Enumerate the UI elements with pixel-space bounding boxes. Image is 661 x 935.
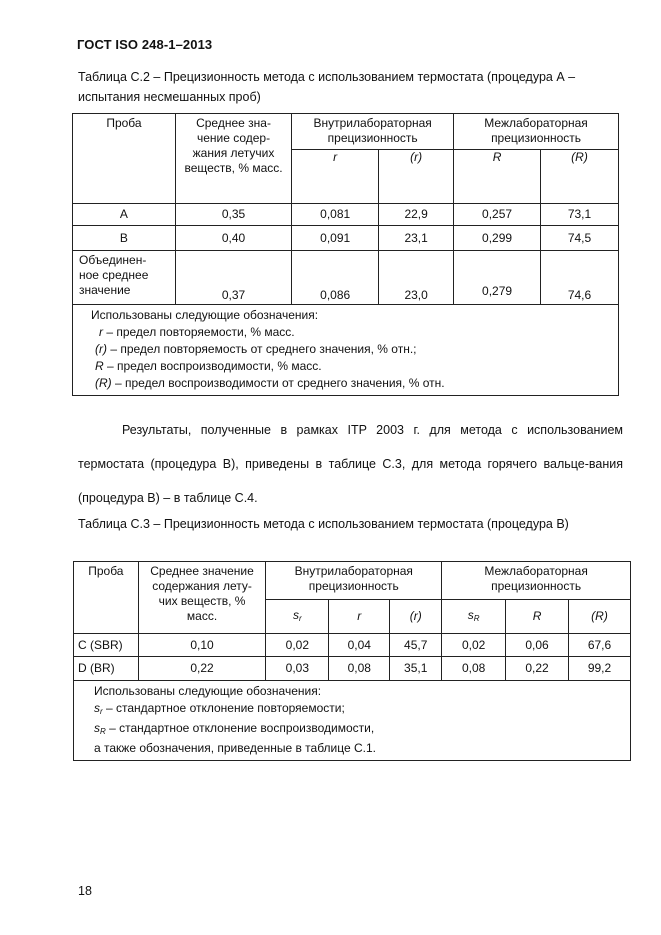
page-number: 18 bbox=[78, 884, 92, 898]
cell-mean: 0,35 bbox=[175, 204, 291, 226]
cell-sample: C (SBR) bbox=[74, 634, 139, 657]
col-header-R-rel: (R) bbox=[569, 600, 631, 634]
cell-sample: B bbox=[73, 226, 176, 251]
col-header-inter: Межлабораторная прецизионность bbox=[442, 562, 631, 600]
table-notes-row bbox=[74, 681, 631, 761]
col-header-r-rel: (r) bbox=[379, 150, 454, 204]
table-c3-caption: Таблица С.3 – Прецизионность метода с использованием термостата (процедура B) bbox=[78, 517, 569, 531]
cell-r-rel: 23,1 bbox=[379, 226, 454, 251]
cell-R: 0,299 bbox=[454, 226, 541, 251]
col-header-intra: Внутрилабораторная прецизионность bbox=[292, 114, 454, 150]
note-item: $s_r$ – стандартное отклонение повторяемости; bbox=[94, 701, 345, 716]
cell-r: 0,08 bbox=[329, 657, 390, 681]
table-c2 bbox=[72, 113, 619, 396]
table-notes bbox=[74, 681, 631, 761]
body-paragraph: Результаты, полученные в рамках ITP 2003 г. для метода с использованием термостата (процедура B), приведены в таблице С.3, для метода горячего вальце-вания (процедура B) – в таблице С.4. bbox=[78, 423, 623, 505]
col-header-sample: Проба bbox=[74, 562, 139, 634]
table-c2-caption: Таблица С.2 – Прецизионность метода с использованием термостата (процедура А – испытания несмешанных проб) bbox=[78, 70, 576, 104]
col-header-mean: Среднее значение содержания лету-чих веществ, % масс. bbox=[138, 562, 266, 634]
cell-sR: 0,08 bbox=[442, 657, 506, 681]
cell-sample: Объединен-ное среднее значение bbox=[73, 251, 176, 305]
cell-sample: A bbox=[73, 204, 176, 226]
col-header-sample: Проба bbox=[73, 114, 176, 204]
cell-mean: 0,37 bbox=[175, 251, 291, 305]
cell-R: 0,22 bbox=[506, 657, 569, 681]
table-row bbox=[74, 634, 631, 657]
table-row bbox=[73, 204, 619, 226]
col-header-R: R bbox=[454, 150, 541, 204]
cell-R-rel: 74,6 bbox=[541, 251, 619, 305]
col-header-R: R bbox=[506, 600, 569, 634]
cell-r-rel: 35,1 bbox=[390, 657, 442, 681]
note-item: r – предел повторяемости, % масс. bbox=[99, 325, 295, 339]
col-header-mean: Среднее зна-чение содер-жания летучих веществ, % масс. bbox=[175, 114, 291, 204]
cell-r-rel: 22,9 bbox=[379, 204, 454, 226]
col-header-intra: Внутрилабораторная прецизионность bbox=[266, 562, 442, 600]
notes-title: Использованы следующие обозначения: bbox=[94, 684, 322, 698]
table-notes bbox=[73, 305, 619, 396]
note-item: а также обозначения, приведенные в таблице С.1. bbox=[94, 741, 376, 755]
col-header-r-rel: (r) bbox=[390, 600, 442, 634]
cell-R: 0,06 bbox=[506, 634, 569, 657]
cell-sR: 0,02 bbox=[442, 634, 506, 657]
cell-mean: 0,40 bbox=[175, 226, 291, 251]
table-notes-row bbox=[73, 305, 619, 396]
table-row bbox=[73, 226, 619, 251]
cell-R-rel: 74,5 bbox=[541, 226, 619, 251]
cell-mean: 0,22 bbox=[138, 657, 266, 681]
note-item: (r) – предел повторяемость от среднего значения, % отн.; bbox=[95, 342, 417, 356]
cell-r-rel: 23,0 bbox=[379, 251, 454, 305]
cell-R-rel: 67,6 bbox=[569, 634, 631, 657]
col-header-inter: Межлабораторная прецизионность bbox=[454, 114, 619, 150]
cell-r: 0,081 bbox=[292, 204, 379, 226]
notes-title: Использованы следующие обозначения: bbox=[91, 308, 319, 322]
col-header-R-rel: (R) bbox=[541, 150, 619, 204]
cell-r-rel: 45,7 bbox=[390, 634, 442, 657]
col-header-sr: $s_r$ bbox=[266, 600, 329, 634]
cell-r: 0,086 bbox=[292, 251, 379, 305]
col-header-r: r bbox=[292, 150, 379, 204]
cell-sr: 0,03 bbox=[266, 657, 329, 681]
cell-r: 0,04 bbox=[329, 634, 390, 657]
cell-mean: 0,10 bbox=[138, 634, 266, 657]
document-header: ГОСТ ISO 248-1–2013 bbox=[77, 37, 213, 52]
cell-r: 0,091 bbox=[292, 226, 379, 251]
cell-R: 0,257 bbox=[454, 204, 541, 226]
note-item: $s_R$ – стандартное отклонение воспроизводимости, bbox=[94, 721, 375, 736]
cell-sr: 0,02 bbox=[266, 634, 329, 657]
table-row bbox=[74, 657, 631, 681]
cell-R-rel: 73,1 bbox=[541, 204, 619, 226]
cell-R-rel: 99,2 bbox=[569, 657, 631, 681]
cell-sample: D (BR) bbox=[74, 657, 139, 681]
col-header-r: r bbox=[329, 600, 390, 634]
note-item: (R) – предел воспроизводимости от среднего значения, % отн. bbox=[95, 376, 445, 390]
cell-R: 0,279 bbox=[454, 251, 541, 305]
note-item: R – предел воспроизводимости, % масс. bbox=[95, 359, 322, 373]
table-row bbox=[73, 251, 619, 305]
col-header-sR: $s_R$ bbox=[442, 600, 506, 634]
table-c3 bbox=[73, 561, 631, 761]
